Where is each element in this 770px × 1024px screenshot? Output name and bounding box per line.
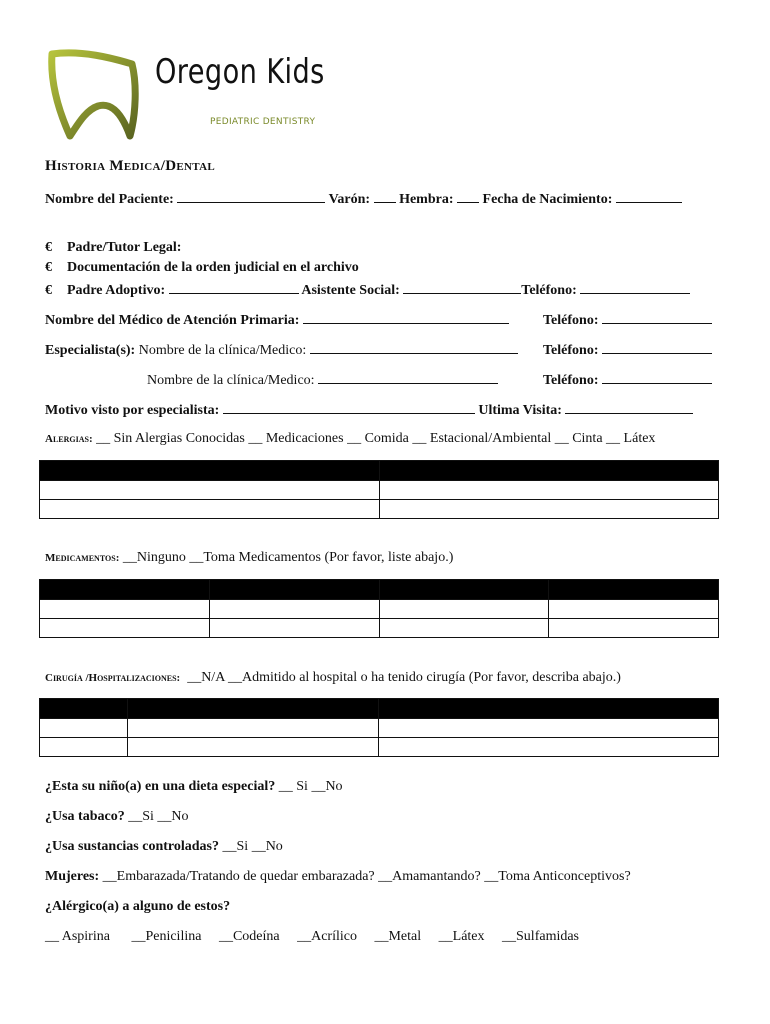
patient-name-label: Nombre del Paciente: bbox=[45, 192, 174, 207]
no-option[interactable]: No bbox=[325, 779, 343, 794]
phone-label: Teléfono: bbox=[543, 313, 599, 328]
yes-option[interactable]: Si bbox=[236, 839, 249, 854]
specialists-label: Especialista(s): bbox=[45, 343, 136, 358]
bullet: € bbox=[45, 283, 52, 298]
surgery-table bbox=[39, 698, 719, 757]
table-row bbox=[40, 500, 719, 519]
specialist-line-2 bbox=[147, 371, 498, 389]
foster-field[interactable] bbox=[169, 281, 299, 294]
foster-label: Padre Adoptivo: bbox=[67, 283, 166, 298]
phone-label: Teléfono: bbox=[543, 343, 599, 358]
physician-label: Nombre del Médico de Atención Primaria: bbox=[45, 313, 300, 328]
table-row bbox=[40, 738, 719, 757]
phone-field[interactable] bbox=[602, 311, 712, 324]
allergy-option[interactable]: Comida bbox=[364, 431, 409, 446]
diet-label: ¿Esta su niño(a) en una dieta especial? bbox=[45, 779, 276, 794]
table-row bbox=[40, 619, 719, 638]
allergies-line: Alergias: __ Sin Alergias Conocidas __ Medicaciones __ Comida __ Estacional/Ambiental __ Cinta __ Látex bbox=[45, 431, 656, 446]
surgery-option[interactable]: N/A bbox=[201, 670, 225, 685]
phone-field[interactable] bbox=[602, 371, 712, 384]
surgery-line: Cirugía /Hospitalizaciones: __N/A __Admitido al hospital o ha tenido cirugía (Por favor, describa abajo.) bbox=[45, 670, 621, 685]
reason-line bbox=[45, 401, 693, 419]
substances-label: ¿Usa sustancias controladas? bbox=[45, 839, 219, 854]
male-field[interactable] bbox=[374, 190, 396, 203]
bullet: € bbox=[45, 260, 52, 275]
logo-name: Oregon Kids bbox=[155, 52, 325, 92]
surgery-option[interactable]: Admitido al hospital o ha tenido cirugía (Por favor, describa abajo.) bbox=[242, 670, 621, 685]
female-field[interactable] bbox=[457, 190, 479, 203]
table-row bbox=[40, 481, 719, 500]
clinic-label: Nombre de la clínica/Medico: bbox=[138, 343, 307, 358]
allergic-option[interactable]: Sulfamidas bbox=[516, 929, 580, 944]
no-option[interactable]: No bbox=[171, 809, 189, 824]
allergies-table bbox=[39, 460, 719, 519]
specialist-phone-2 bbox=[543, 371, 712, 389]
women-option[interactable]: Toma Anticonceptivos? bbox=[498, 869, 631, 884]
substances-question: ¿Usa sustancias controladas? __Si __No bbox=[45, 839, 283, 854]
allergic-option[interactable]: Acrílico bbox=[311, 929, 357, 944]
medication-option[interactable]: Ninguno bbox=[136, 550, 186, 565]
logo-subtitle: PEDIATRIC DENTISTRY bbox=[210, 117, 316, 127]
women-option[interactable]: Amamantando? bbox=[392, 869, 481, 884]
tooth-logo-icon bbox=[42, 44, 152, 144]
court-order-item bbox=[45, 260, 359, 276]
allergic-option[interactable]: Látex bbox=[452, 929, 485, 944]
clinic-label: Nombre de la clínica/Medico: bbox=[147, 373, 315, 388]
bullet: € bbox=[45, 240, 52, 255]
diet-question: ¿Esta su niño(a) en una dieta especial? __ Si __No bbox=[45, 779, 343, 794]
dob-label: Fecha de Nacimiento: bbox=[482, 192, 613, 207]
reason-label: Motivo visto por especialista: bbox=[45, 403, 220, 418]
allergy-option[interactable]: Medicaciones bbox=[265, 431, 344, 446]
court-order-label: Documentación de la orden judicial en el archivo bbox=[67, 260, 359, 275]
medications-line: Medicamentos: __Ninguno __Toma Medicamentos (Por favor, liste abajo.) bbox=[45, 550, 454, 565]
social-worker-label: Asistente Social: bbox=[301, 283, 400, 298]
guardian-label: Padre/Tutor Legal: bbox=[67, 240, 182, 255]
foster-item bbox=[45, 281, 690, 299]
yes-option[interactable]: Si bbox=[296, 779, 308, 794]
page-title: Historia Medica/Dental bbox=[45, 158, 215, 174]
reason-field[interactable] bbox=[223, 401, 475, 414]
patient-name-field[interactable] bbox=[177, 190, 325, 203]
male-label: Varón: bbox=[328, 192, 371, 207]
specialist-line bbox=[45, 341, 518, 359]
table-row bbox=[40, 600, 719, 619]
female-label: Hembra: bbox=[399, 192, 454, 207]
yes-option[interactable]: Si bbox=[142, 809, 154, 824]
medication-option[interactable]: Toma Medicamentos (Por favor, liste abajo.) bbox=[203, 550, 454, 565]
medications-label: Medicamentos: bbox=[45, 552, 120, 564]
allergy-option[interactable]: Látex bbox=[623, 431, 656, 446]
women-option[interactable]: Embarazada/Tratando de quedar embarazada? bbox=[116, 869, 375, 884]
allergy-option[interactable]: Sin Alergias Conocidas bbox=[113, 431, 245, 446]
tobacco-question: ¿Usa tabaco? __Si __No bbox=[45, 809, 189, 824]
guardian-item bbox=[45, 240, 181, 256]
clinic-field[interactable] bbox=[318, 371, 498, 384]
women-label: Mujeres: bbox=[45, 869, 100, 884]
clinic-field[interactable] bbox=[310, 341, 518, 354]
physician-line bbox=[45, 311, 509, 329]
allergic-option[interactable]: Codeína bbox=[232, 929, 280, 944]
allergies-label: Alergias: bbox=[45, 433, 93, 445]
women-question: Mujeres: __Embarazada/Tratando de quedar embarazada? __Amamantando? __Toma Anticonceptivos? bbox=[45, 869, 631, 884]
physician-phone bbox=[543, 311, 712, 329]
allergic-option[interactable]: Metal bbox=[388, 929, 422, 944]
allergic-options: __ Aspirina __Penicilina __Codeína __Acrílico __Metal __Látex __Sulfamidas bbox=[45, 929, 580, 944]
tobacco-label: ¿Usa tabaco? bbox=[45, 809, 125, 824]
allergy-option[interactable]: Estacional/Ambiental bbox=[429, 431, 552, 446]
medications-table bbox=[39, 579, 719, 638]
table-row bbox=[40, 719, 719, 738]
allergic-question: ¿Alérgico(a) a alguno de estos? bbox=[45, 899, 231, 914]
phone-label: Teléfono: bbox=[521, 283, 577, 298]
last-visit-field[interactable] bbox=[565, 401, 693, 414]
allergy-option[interactable]: Cinta bbox=[572, 431, 603, 446]
physician-field[interactable] bbox=[303, 311, 509, 324]
allergic-option[interactable]: Aspirina bbox=[61, 929, 110, 944]
specialist-phone bbox=[543, 341, 712, 359]
surgery-label: Cirugía /Hospitalizaciones: bbox=[45, 672, 181, 684]
dob-field[interactable] bbox=[616, 190, 682, 203]
social-worker-field[interactable] bbox=[403, 281, 521, 294]
last-visit-label: Ultima Visita: bbox=[478, 403, 562, 418]
phone-field[interactable] bbox=[580, 281, 690, 294]
phone-field[interactable] bbox=[602, 341, 712, 354]
phone-label: Teléfono: bbox=[543, 373, 599, 388]
no-option[interactable]: No bbox=[265, 839, 283, 854]
allergic-option[interactable]: Penicilina bbox=[145, 929, 202, 944]
patient-line bbox=[45, 190, 682, 208]
